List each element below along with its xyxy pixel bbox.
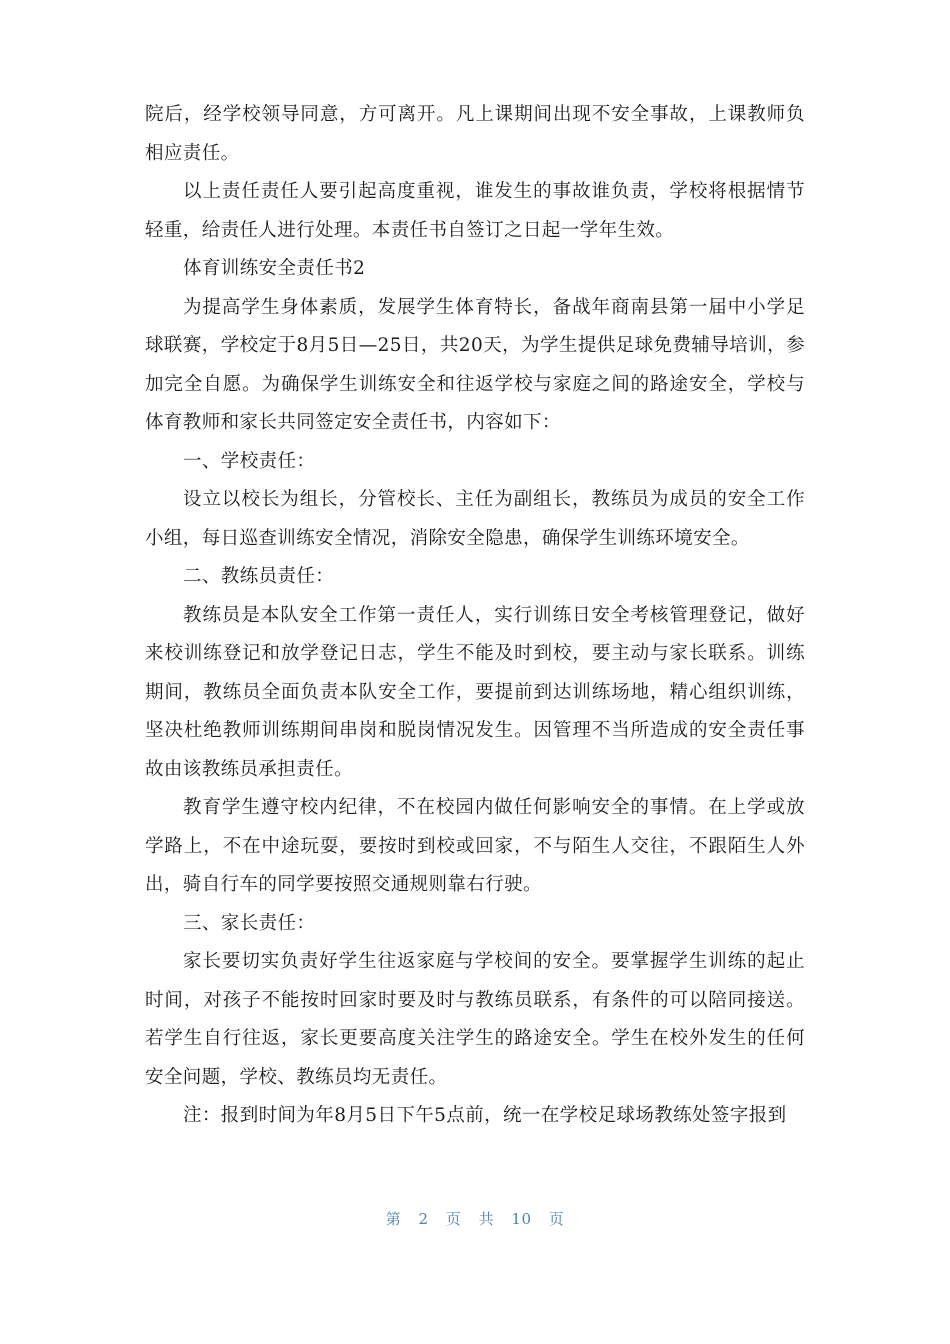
page-label: 页 [445, 1210, 462, 1228]
paragraph: 院后，经学校领导同意，方可离开。凡上课期间出现不安全事故，上课教师负相应责任。 [145, 104, 805, 164]
total-pages-number: 10 [511, 1210, 532, 1228]
page-label: 页 [548, 1210, 565, 1228]
section-heading: 三、家长责任： [183, 912, 316, 934]
paragraph: 教育学生遵守校内纪律，不在校园内做任何影响安全的事情。在上学或放学路上，不在中途玩耍，要按时到校或回家，不与陌生人交往，不跟陌生人外出，骑自行车的同学要按照交通规则靠右行驶。 [145, 797, 805, 895]
current-page-number: 2 [418, 1210, 429, 1228]
section-heading: 一、学校责任： [183, 450, 316, 472]
paragraph: 教练员是本队安全工作第一责任人，实行训练日安全考核管理登记，做好来校训练登记和放学登记日志，学生不能及时到校，要主动与家长联系。训练期间，教练员全面负责本队安全工作，要提前到达训练场地，精心组织训练，坚决杜绝教师训练期间串岗和脱岗情况发生。因管理不当所造成的安全责任事故由该教练员承担责任。 [145, 604, 805, 780]
note-paragraph: 注：报到时间为年8月5日下午5点前，统一在学校足球场教练处签字报到 [183, 1105, 787, 1126]
section-heading: 二、教练员责任： [183, 566, 335, 587]
paragraph: 以上责任责任人要引起高度重视，谁发生的事故谁负责，学校将根据情节轻重，给责任人进行处理。本责任书自签订之日起一学年生效。 [145, 181, 805, 241]
section-title: 体育训练安全责任书2 [183, 258, 366, 279]
page-label: 第 [385, 1210, 402, 1228]
page-label: 共 [478, 1210, 495, 1228]
page-footer [0, 1208, 950, 1229]
paragraph: 为提高学生身体素质，发展学生体育特长，备战年商南县第一届中小学足球联赛，学校定于8月5日—25日，共20天，为学生提供足球免费辅导培训，参加完全自愿。为确保学生训练安全和往返学校与家庭之间的路途安全，学校与体育教师和家长共同签定安全责任书，内容如下： [145, 296, 805, 433]
paragraph: 设立以校长为组长，分管校长、主任为副组长，教练员为成员的安全工作小组，每日巡查训练安全情况，消除安全隐患，确保学生训练环境安全。 [145, 489, 805, 549]
paragraph: 家长要切实负责好学生往返家庭与学校间的安全。要掌握学生训练的起止时间，对孩子不能按时回家时要及时与教练员联系，有条件的可以陪同接送。若学生自行往返，家长更要高度关注学生的路途安全。学生在校外发生的任何安全问题，学校、教练员均无责任。 [145, 951, 805, 1088]
document-body [145, 96, 805, 1136]
